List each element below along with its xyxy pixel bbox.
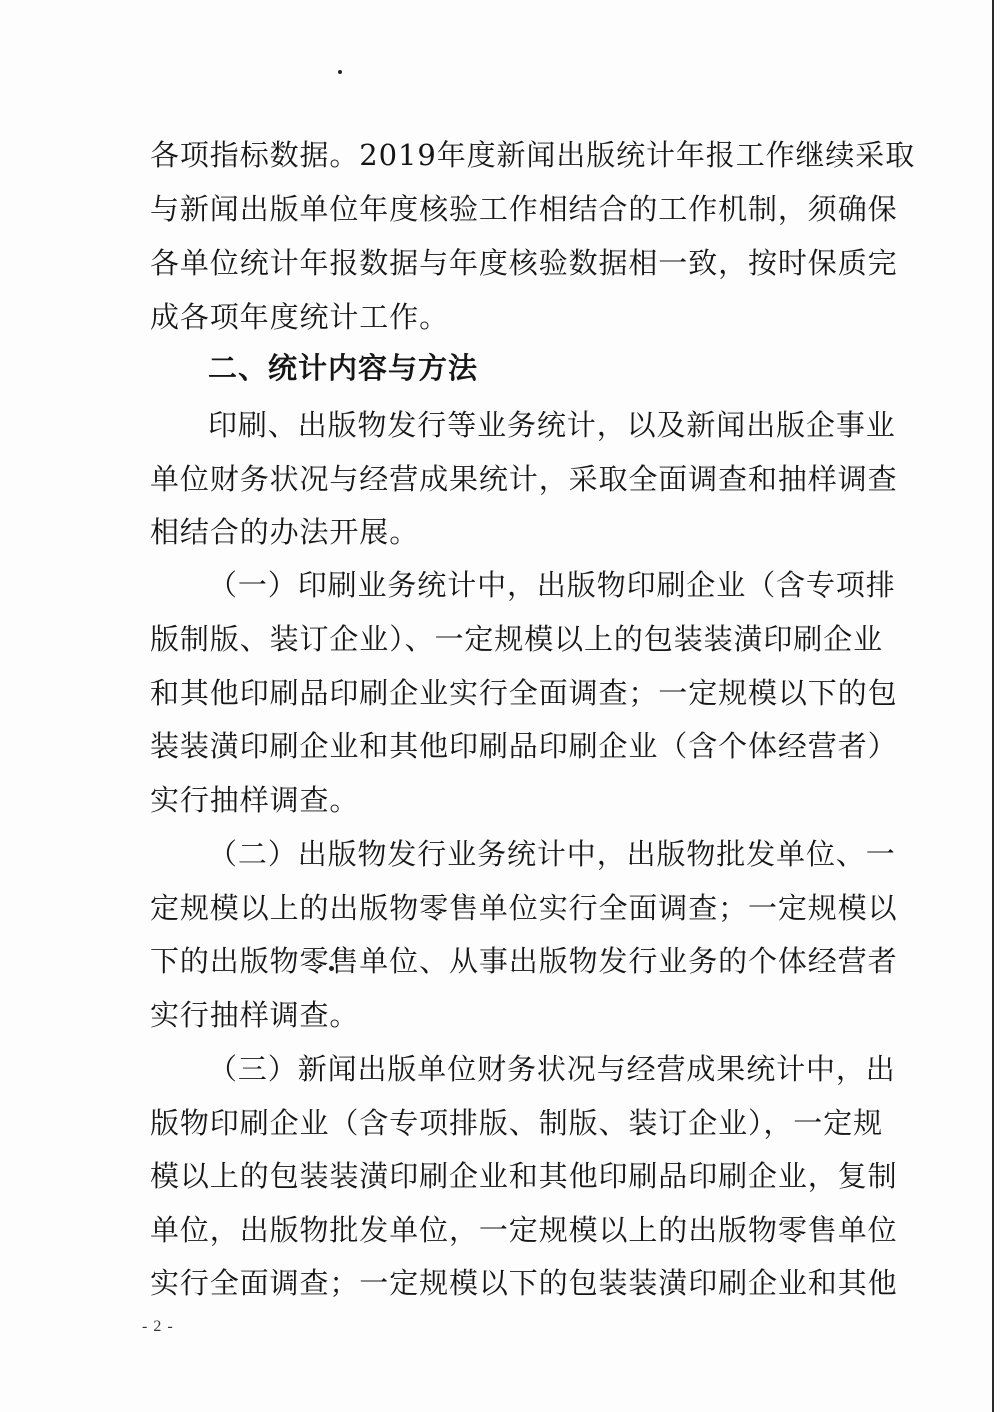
text-line: （三）新闻出版单位财务状况与经营成果统计中，出 — [208, 1052, 896, 1086]
text-line: 实行抽样调查。 — [150, 998, 360, 1032]
text-line: 和其他印刷品印刷企业实行全面调查；一定规模以下的包 — [150, 676, 898, 710]
text-line: 实行抽样调查。 — [150, 783, 360, 817]
text-line: 版物印刷企业（含专项排版、制版、装订企业），一定规 — [150, 1106, 884, 1140]
text-line: 定规模以上的出版物零售单位实行全面调查；一定规模以 — [150, 891, 898, 925]
section-heading: 二、统计内容与方法 — [208, 351, 479, 385]
text-line: 各项指标数据。2019年度新闻出版统计年报工作继续采取 — [150, 138, 916, 172]
text-line: 与新闻出版单位年度核验工作相结合的工作机制，须确保 — [150, 192, 898, 226]
text-line: 成各项年度统计工作。 — [150, 300, 450, 334]
scan-speck — [338, 70, 342, 74]
text-line: （一）印刷业务统计中，出版物印刷企业（含专项排 — [208, 568, 896, 602]
text-line: 单位财务状况与经营成果统计，采取全面调查和抽样调查 — [150, 462, 898, 496]
text-line: 各单位统计年报数据与年度核验数据相一致，按时保质完 — [150, 246, 898, 280]
text-line: 相结合的办法开展。 — [150, 515, 420, 549]
text-line: 模以上的包装装潢印刷企业和其他印刷品印刷企业，复制 — [150, 1159, 898, 1193]
scan-edge-line — [992, 0, 994, 1412]
text-line: （二）出版物发行业务统计中，出版物批发单位、一 — [208, 837, 896, 871]
text-line: 版制版、装订企业）、一定规模以上的包装装潢印刷企业 — [150, 622, 884, 656]
text-line: 装装潢印刷企业和其他印刷品印刷企业（含个体经营者） — [150, 729, 898, 763]
text-line: 下的出版物零售单位、从事出版物发行业务的个体经营者 — [150, 944, 898, 978]
text-line: 实行全面调查；一定规模以下的包装装潢印刷企业和其他 — [150, 1266, 898, 1300]
page-number: - 2 - — [142, 1318, 174, 1335]
text-line: 单位，出版物批发单位，一定规模以上的出版物零售单位 — [150, 1213, 898, 1247]
text-line: 印刷、出版物发行等业务统计，以及新闻出版企事业 — [208, 408, 896, 442]
